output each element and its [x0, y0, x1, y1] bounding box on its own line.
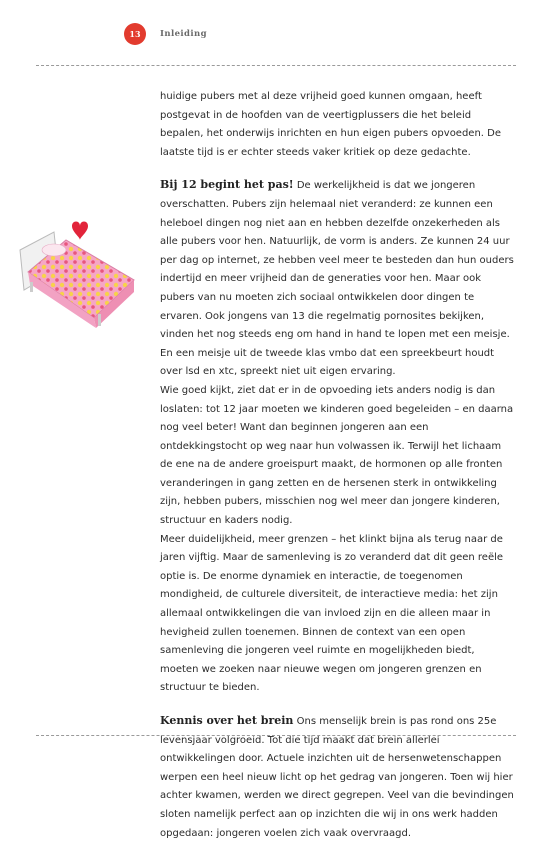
heading-bij-12: Bij 12 begint het pas! [160, 178, 294, 192]
paragraph-1-text: huidige pubers met al deze vrijheid goed kunnen omgaan, heeft postgevat in de hoofden van de veertigplussers die het beleid bepalen, het onderwijs inrichten en hun eigen pubers opvoeden. De laatste tijd is er echter steeds vaker kritiek op deze gedachte. [160, 91, 502, 158]
section-title: Inleiding [160, 29, 207, 39]
paragraph-2-text: De werkelijkheid is dat we jongeren overschatten. Pubers zijn helemaal niet veranderd: ze kunnen een heleboel dingen nog niet aan en hebben dezelfde onzekerheden als alle pubers voor hen. Natuurlijk, de vorm is anders. Ze kunnen 24 uur per dag op internet, ze hebben veel meer te besteden dan hun ouders indertijd en meer vrijheid dan de generaties voor hen. Maar ook pubers van nu moeten zich sociaal ontwikkelen door dingen te ervaren. Ook jongens van 13 die regelmatig pornosites bekijken, vinden het nog steeds eng om hand in hand te lopen met een meisje. En een meisje uit de tweede klas vmbo dat een spreekbeurt houdt over lsd en xtc, spreekt niet uit eigen ervaring. [160, 180, 514, 378]
paragraph-2 [160, 176, 516, 382]
paragraph-5 [160, 712, 516, 843]
bottom-divider [36, 735, 516, 736]
paragraph-3 [160, 382, 516, 531]
body-text [160, 88, 516, 843]
paragraph-3-text: Wie goed kijkt, ziet dat er in de opvoeding iets anders nodig is dan loslaten: tot 12 jaar moeten we kinderen goed begeleiden – en daarna nog veel beter! Want dan beginnen jongeren aan een ontdekkingstocht op weg naar hun volwassen ik. Terwijl het lichaam de ene na de andere groeispurt maakt, de hormonen op alle fronten veranderingen in gang zetten en de hersenen sterk in ontwikkeling zijn, hebben pubers, misschien nog wel meer dan jongere kinderen, structuur en kaders nodig. [160, 384, 514, 527]
paragraph-4 [160, 531, 516, 698]
heading-kennis-brein: Kennis over het brein [160, 714, 294, 727]
page-header [124, 22, 207, 46]
paragraph-1 [160, 88, 516, 162]
paragraph-4-text: Meer duidelijkheid, meer grenzen – het klinkt bijna als terug naar de jaren vijftig. Maar de samenleving is zo veranderd dat dit geen reële optie is. De enorme dynamiek en interactie, de toegenomen mondigheid, de culturele diversiteit, de interactieve media: het zijn allemaal ontwikkelingen die van invloed zijn en die alleen maar in hevigheid zullen toenemen. Binnen de context van een open samenleving die jongeren veel ruimte en mogelijkheden biedt, moeten we zoeken naar nieuwe wegen om jongeren grenzen en structuur te bieden. [160, 533, 504, 694]
bed-illustration [14, 210, 142, 328]
top-divider [36, 65, 516, 66]
page-number-badge: 13 [124, 23, 146, 45]
paragraph-5-text: Ons menselijk brein is pas rond ons 25e levensjaar volgroeid. Tot die tijd maakt dat brein allerlei ontwikkelingen door. Actuele inzichten uit de hersenwetenschappen werpen een heel nieuw licht op het gedrag van jongeren. Toen wij hier achter kwamen, werden we direct gegrepen. Veel van die bevindingen sloten namelijk perfect aan op inzichten die wij in ons werk hadden opgedaan: jongeren voelen zich vaak overvraagd. [160, 716, 514, 839]
